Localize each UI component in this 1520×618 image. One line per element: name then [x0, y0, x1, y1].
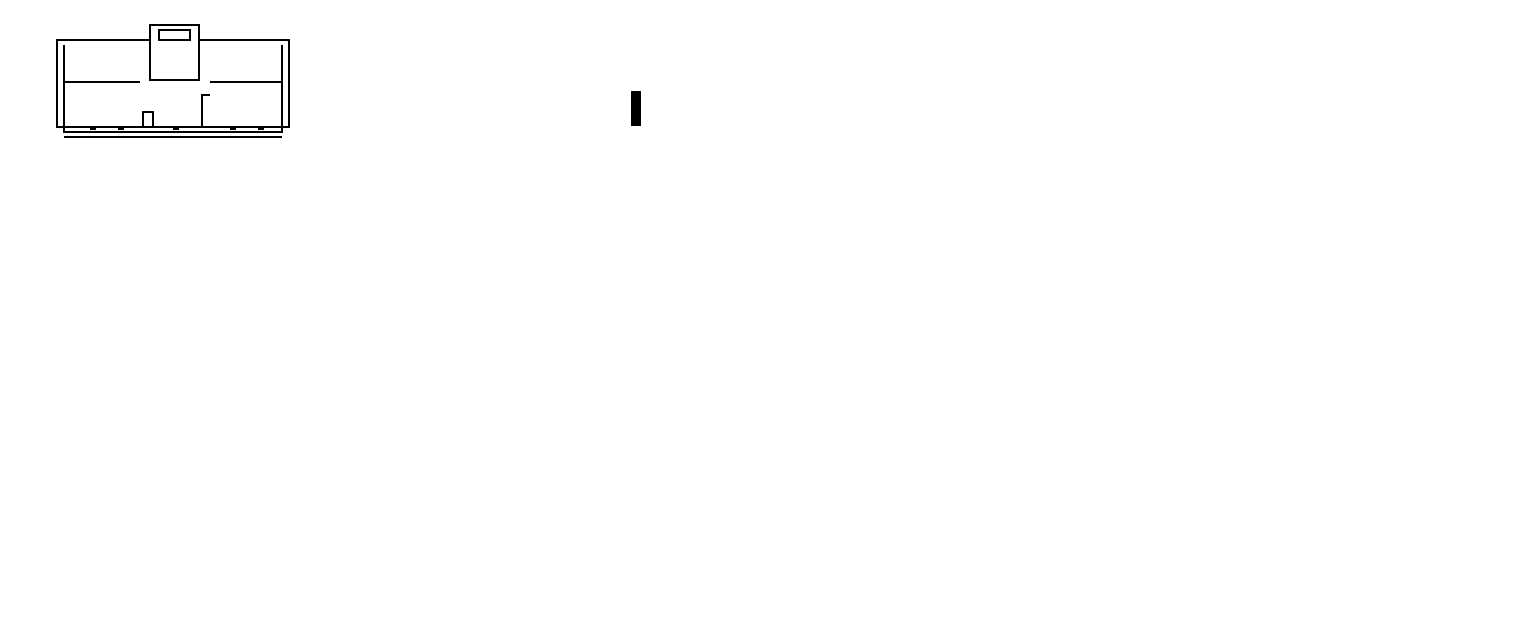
connector-latch	[159, 30, 190, 40]
table-header-row	[633, 93, 640, 125]
table-title	[632, 62, 1475, 83]
connector-inner-frame	[64, 45, 282, 132]
connector-diagram	[0, 0, 340, 160]
pinout-table	[631, 91, 641, 126]
header-function	[637, 93, 640, 125]
